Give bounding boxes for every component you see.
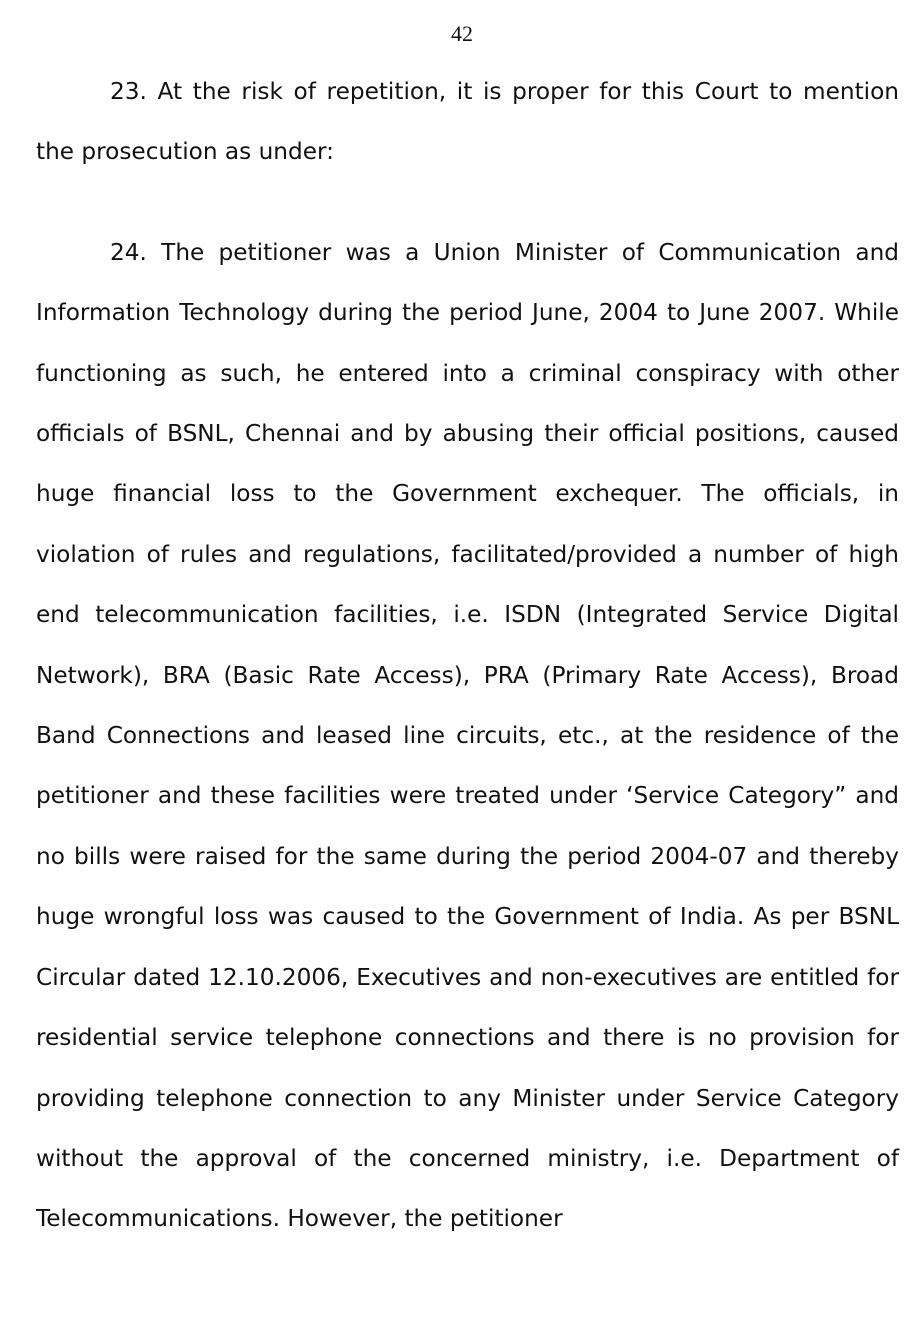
- paragraph-23: 23. At the risk of repetition, it is proper for this Court to mention the prosecution as under:: [36, 78, 899, 166]
- paragraph-24: 24. The petitioner was a Union Minister of Communication and Information Technology during the period June, 2004 to June 2007. While functioning as such, he entered into a criminal conspiracy with other officials of BSNL, Chennai and by abusing their official positions, caused huge financial loss to the Government exchequer. The officials, in violation of rules and regulations, facilitated/provided a number of high end telecommunication facilities, i.e. ISDN (Integrated Service Digital Network), BRA (Basic Rate Access), PRA (Primary Rate Access), Broad Band Connections and leased line circuits, etc., at the residence of the petitioner and these facilities were treated under ‘Service Category” and no bills were raised for the same during the period 2004-07 and thereby huge wrongful loss was caused to the Government of India. As per BSNL Circular dated 12.10.2006, Executives and non-executives are entitled for residential service telephone connections and there is no provision for providing telephone connection to any Minister under Service Category without the approval of the concerned ministry, i.e. Department of Telecommunications. However, the petitioner: [36, 238, 899, 1233]
- document-body: [36, 62, 899, 1250]
- page-number: 42: [451, 21, 473, 46]
